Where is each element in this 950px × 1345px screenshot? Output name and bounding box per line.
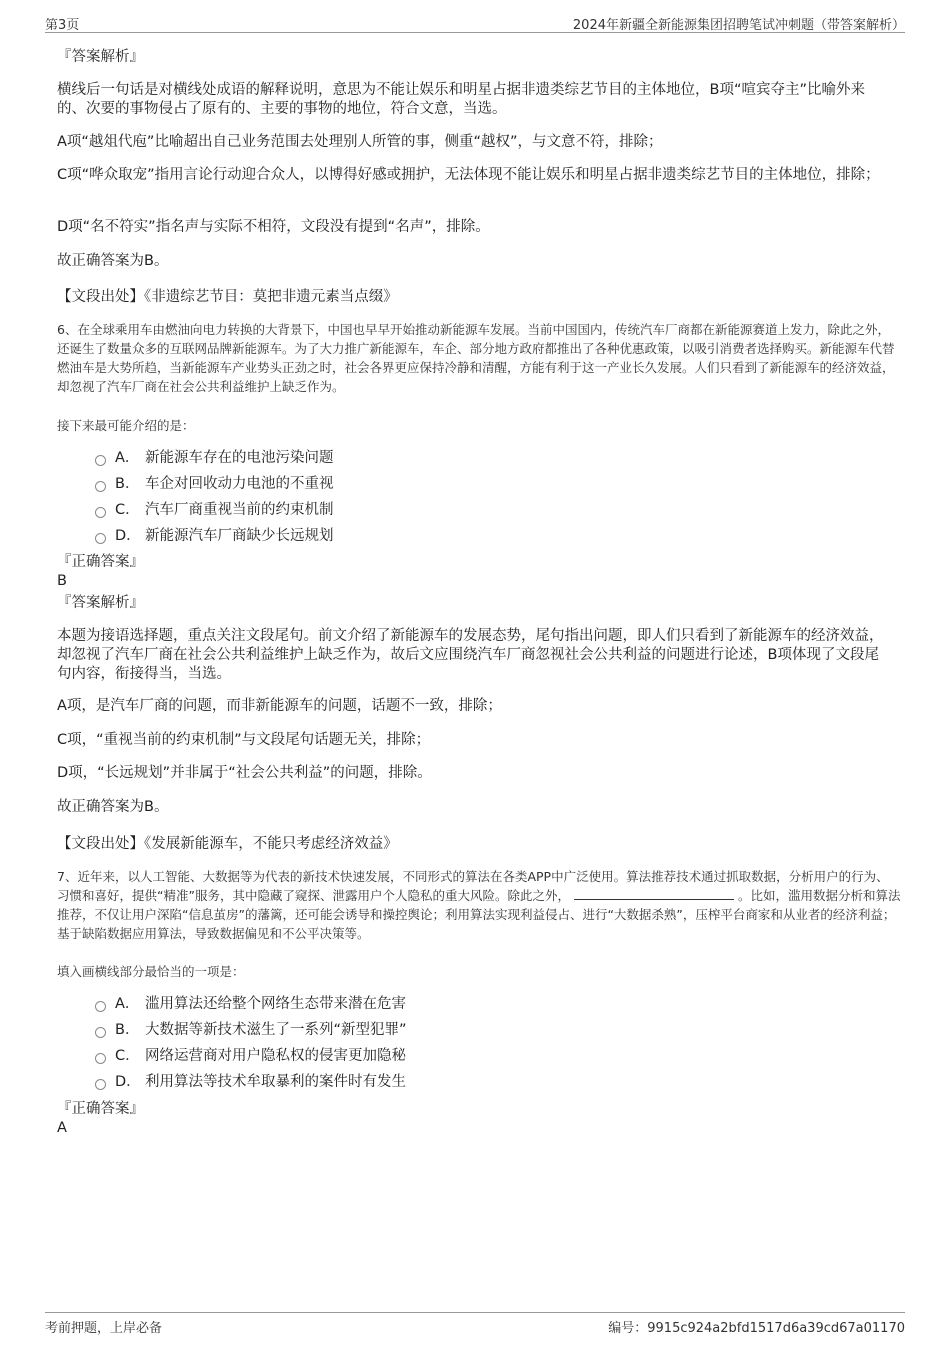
analysis-paragraph: C项“哗众取宠”指用言论行动迎合众人，以博得好感或拥护，无法体现不能让娱乐和明星占据非遗类综艺节目的主体地位，排除； [57,167,880,183]
page-number: 第3页 [45,18,80,33]
radio-icon[interactable] [95,1053,106,1064]
option-c[interactable] [57,1044,893,1070]
option-b[interactable] [57,472,893,498]
radio-icon[interactable] [95,533,106,544]
option-text: 新能源车存在的电池污染问题 [145,450,334,466]
question-stem: 6、在全球乘用车由燃油向电力转换的大背景下，中国也早早开始推动新能源车发展。当前中国国内，传统汽车厂商都在新能源赛道上发力，除此之外，还诞生了数量众多的互联网品牌新能源车。为了大力推广新能源车，车企、部分地方政府都推出了各种优惠政策，以吸引消费者选择购买。新能源车代替燃油车是大势所趋，当新能源车产业势头正劲之时，社会各界更应保持冷静和清醒，方能有利于这一产业长久发展。人们只看到了新能源车的经济效益，却忽视了汽车厂商在社会公共利益维护上缺乏作为。 [57,322,895,394]
correct-answer: A [57,1120,67,1136]
question-stem [57,867,901,943]
option-text: 车企对回收动力电池的不重视 [145,476,334,492]
page-footer [45,1312,905,1336]
analysis-label: 『答案解析』 [57,595,144,611]
analysis-paragraph: D项“名不符实”指名声与实际不相符，文段没有提到“名声”，排除。 [57,219,490,235]
stem-text: 。比如，滥用数据分析和算法推荐，不仅让用户深陷“信息茧房”的藩篱，还可能会诱导和操控舆论；利用算法实现利益侵占、进行“大数据杀熟”，压榨平台商家和从业者的经济利益；基于缺陷数据应用算法，导致数据偏见和不公平决策等。 [57,888,901,941]
fill-in-blank [574,887,734,900]
option-letter: A． [115,450,140,466]
option-d[interactable] [57,1070,893,1096]
option-text: 利用算法等技术牟取暴利的案件时有发生 [145,1074,406,1090]
correct-answer-label: 『正确答案』 [57,1101,144,1117]
analysis-paragraph: A项“越俎代庖”比喻超出自己业务范围去处理别人所管的事，侧重“越权”，与文意不符，排除； [57,134,663,150]
analysis-paragraph: 本题为接语选择题，重点关注文段尾句。前文介绍了新能源车的发展态势，尾句指出问题，即人们只看到了新能源车的经济效益，却忽视了汽车厂商在社会公共利益维护上缺乏作为，故后文应围绕汽车厂商忽视社会公共利益的问题进行论述，B项体现了文段尾句内容，衔接得当，当选。 [57,628,884,682]
analysis-paragraph: C项，“重视当前的约束机制”与文段尾句话题无关，排除； [57,732,431,748]
option-c[interactable] [57,498,893,524]
source-citation: 【文段出处】《发展新能源车，不能只考虑经济效益》 [57,836,398,852]
option-list [57,446,893,550]
option-a[interactable] [57,446,893,472]
option-text: 汽车厂商重视当前的约束机制 [145,502,334,518]
page-header [45,12,905,33]
option-letter: A． [115,996,140,1012]
question-prompt: 填入画横线部分最恰当的一项是： [57,964,245,979]
source-citation: 【文段出处】《非遗综艺节目：莫把非遗元素当点缀》 [57,289,398,305]
option-text: 大数据等新技术滋生了一系列“新型犯罪” [145,1022,407,1038]
radio-icon[interactable] [95,507,106,518]
option-text: 滥用算法还给整个网络生态带来潜在危害 [145,996,406,1012]
option-text: 新能源汽车厂商缺少长远规划 [145,528,334,544]
option-letter: C． [115,1048,140,1064]
correct-answer-label: 『正确答案』 [57,554,144,570]
radio-icon[interactable] [95,1027,106,1038]
analysis-paragraph: D项，“长远规划”并非属于“社会公共利益”的问题，排除。 [57,765,432,781]
correct-answer: B [57,573,67,589]
document-id: 编号：9915c924a2bfd1517d6a39cd67a01170 [608,1321,905,1336]
stem-text: 7、近年来，以人工智能、大数据等为代表的新技术快速发展，不同形式的算法在各类APP中广泛使用。算法推荐技术通过抓取数据，分析用户的行为、习惯和喜好，提供“精准”服务，其中隐藏了窥探、泄露用户个人隐私的重大风险。除此之外， [57,869,889,903]
analysis-label: 『答案解析』 [57,49,144,65]
option-letter: C． [115,502,140,518]
conclusion: 故正确答案为B。 [57,253,169,269]
radio-icon[interactable] [95,455,106,466]
option-b[interactable] [57,1018,893,1044]
option-list [57,992,893,1096]
radio-icon[interactable] [95,1079,106,1090]
option-letter: D． [115,528,141,544]
radio-icon[interactable] [95,481,106,492]
option-letter: B． [115,476,140,492]
option-text: 网络运营商对用户隐私权的侵害更加隐秘 [145,1048,406,1064]
analysis-paragraph: A项，是汽车厂商的问题，而非新能源车的问题，话题不一致，排除； [57,698,502,714]
option-a[interactable] [57,992,893,1018]
document-title: 2024年新疆全新能源集团招聘笔试冲刺题（带答案解析） [572,18,905,33]
option-letter: B． [115,1022,140,1038]
conclusion: 故正确答案为B。 [57,799,169,815]
option-letter: D． [115,1074,141,1090]
radio-icon[interactable] [95,1001,106,1012]
option-d[interactable] [57,524,893,550]
footer-slogan: 考前押题，上岸必备 [45,1321,163,1336]
question-prompt: 接下来最可能介绍的是： [57,418,195,433]
analysis-paragraph: 横线后一句话是对横线处成语的解释说明，意思为不能让娱乐和明星占据非遗类综艺节目的主体地位，B项“喧宾夺主”比喻外来的、次要的事物侵占了原有的、主要的事物的地位，符合文意，当选。 [57,82,865,117]
